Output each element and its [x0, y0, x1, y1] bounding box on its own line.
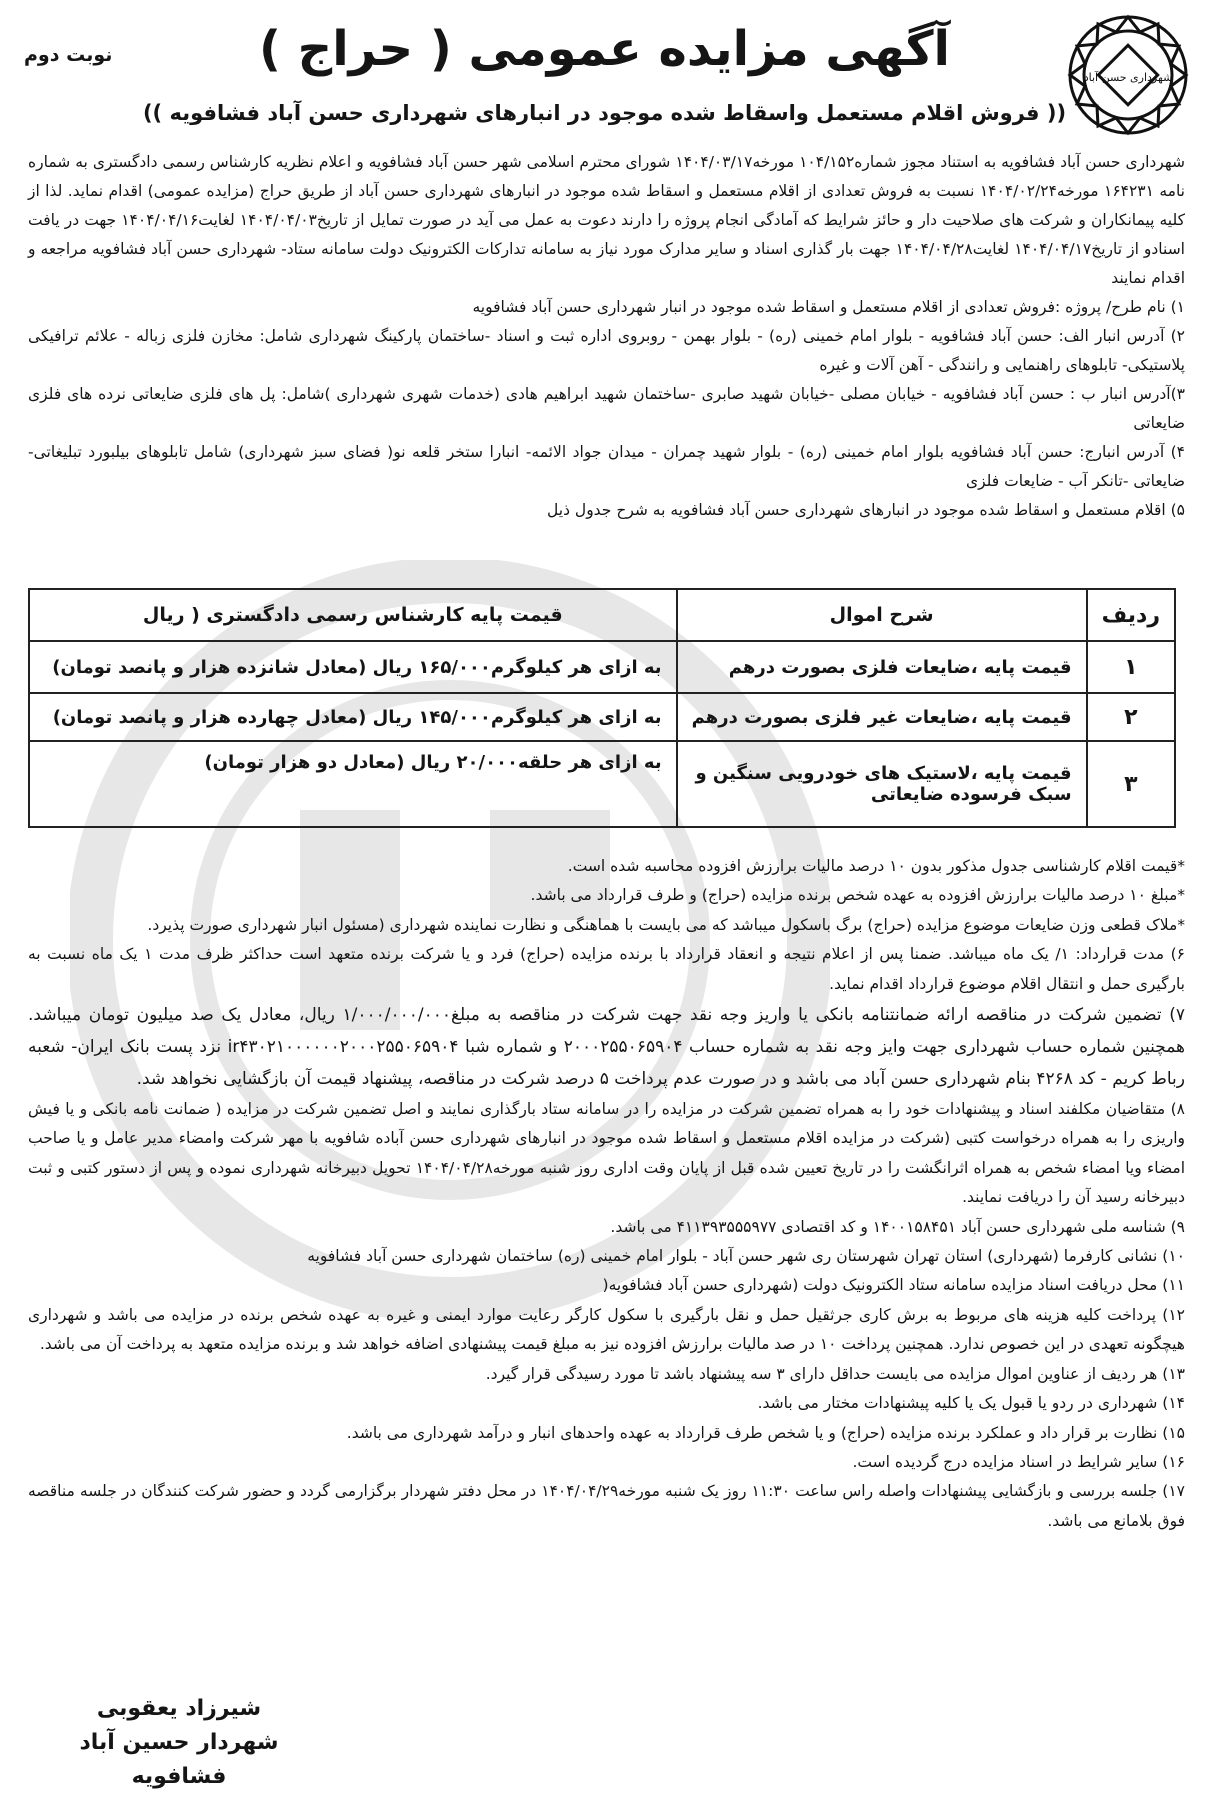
intro-item-5: ۵) اقلام مستعمل و اسقاط شده موجود در انبارهای شهرداری حسن آباد فشافویه به شرح جدول ذیل: [547, 501, 1185, 519]
condition-6: ۶) مدت قرارداد: ۱/ یک ماه میباشد. ضمنا پس از اعلام نتیجه و انعقاد قرارداد با برنده مزایده (حراج) فرد و یا شرکت برنده متعهد است حداکثر ظرف مدت ۱ یک ماه نسبت به بارگیری حمل و انتقال اقلام موضوع قرارداد اقدام نماید.: [28, 945, 1185, 993]
signatory-title: شهردار حسین آباد فشافویه: [79, 1730, 279, 1789]
row-number: ۱: [1087, 641, 1175, 693]
signatory-name: شیرزاد یعقوبی: [96, 1696, 262, 1721]
table-row: [29, 741, 1175, 827]
condition-13: ۱۳) هر ردیف از عناوین اموال مزایده می بایست حداقل دارای ۳ سه پیشنهاد باشد تا مورد رسیدگی قرار گیرد.: [485, 1364, 1185, 1383]
intro-paragraph: شهرداری حسن آباد فشافویه به استناد مجوز شماره۱۰۴/۱۵۲ مورخه۱۴۰۴/۰۳/۱۷ شورای محترم اسلامی شهر حسن آباد فشافویه و اعلام نظریه کارشناس رسمی دادگستری به شماره نامه ۱۶۴۲۳۱ مورخه۱۴۰۴/۰۲/۲۴ نسبت به فروش تعدادی از اقلام مستعمل و اسقاط شده موجود در انبارهای شهرداری حسن آباد از طریق حراج (مزایده عمومی) اقدام نماید. لذا از کلیه پیمانکاران و شرکت های صلاحیت دار و حائز شرایط که آمادگی انجام پروژه را دارند دعوت به عمل می آید در صورت تمایل از تاریخ۱۴۰۴/۰۴/۰۳ لغایت۱۴۰۴/۰۴/۱۶ جهت در یافت اسنادو از تاریخ۱۴۰۴/۰۴/۱۷ لغایت۱۴۰۴/۰۴/۲۸ جهت بار گذاری اسناد و سایر مدارک مورد نیاز به سامانه تدارکات الکترونیک دولت سامانه ستاد- شهرداری حسن آباد فشافویه مراجعه و اقدام نمایند: [28, 153, 1185, 287]
row-number: ۳: [1087, 741, 1175, 827]
row-number: ۲: [1087, 693, 1175, 741]
note-vat-excluded: *قیمت اقلام کارشناسی جدول مذکور بدون ۱۰ درصد مالیات برارزش افزوده محاسبه شده است.: [567, 857, 1185, 875]
table-header-row: [29, 589, 1175, 641]
notice-subtitle: (( فروش اقلام مستعمل واسقاط شده موجود در انبارهای شهرداری حسن آباد فشافویه )): [142, 101, 1067, 125]
condition-12: ۱۲) پرداخت کلیه هزینه های مربوط به برش کاری جرثقیل حمل و نقل بارگیری با سکول کارگر رعایت موارد ایمنی و غیره به عهده شخص برنده در مزایده می باشد و شهرداری هیچگونه تعهدی در این خصوص ندارد. همچنین پرداخت ۱۰ در صد مالیات برارزش افزوده نیز به مبلغ قیمت پیشنهادی اضافه خواهد شد و برنده مزایده متعهد به پرداخت آن می باشد.: [28, 1305, 1185, 1354]
condition-7: ۷) تضمین شرکت در مناقصه ارائه ضمانتنامه بانکی یا واریز وجه نقد جهت شرکت در مناقصه به مبلغ۱/۰۰۰/۰۰۰/۰۰۰ ریال، معادل یک صد میلیون تومان میباشد. همچنین شماره حساب شهرداری جهت وایز وجه نقد به شماره حساب ۲۰۰۰۲۵۵۰۶۵۹۰۴ و شماره شبا ir۴۳۰۲۱۰۰۰۰۰۰۲۰۰۰۲۵۵۰۶۵۹۰۴ نزد پست بانک ایران- شعبه رباط کریم - کد ۴۲۶۸ بنام شهرداری حسن آباد می باشد و در صورت عدم پرداخت ۵ درصد شرکت در مناقصه، پیشنهاد قیمت آن بازگشایی نخواهد شد.: [28, 1005, 1185, 1090]
condition-11: ۱۱) محل دریافت اسناد مزایده سامانه ستاد الکترونیک دولت (شهرداری حسن آباد فشافویه(: [602, 1276, 1185, 1295]
condition-14: ۱۴) شهرداری در ردو یا قبول یک یا کلیه پیشنهادات مختار می باشد.: [757, 1394, 1185, 1413]
note-vat-payer: *مبلغ ۱۰ درصد مالیات برارزش افزوده به عهده شخص برنده مزایده (حراج) و طرف قرارداد می باشد.: [530, 886, 1185, 905]
condition-10: ۱۰) نشانی کارفرما (شهرداری) استان تهران شهرستان ری شهر حسن آباد - بلوار امام خمینی (ره) ساختمان شهرداری حسن آباد فشافویه: [307, 1247, 1185, 1266]
intro-section: [28, 148, 1185, 525]
header-base-price: قیمت پایه کارشناس رسمی دادگستری ( ریال: [29, 589, 677, 641]
intro-item-4: ۴) آدرس انبارج: حسن آباد فشافویه بلوار امام خمینی (ره) - بلوار شهید چمران - میدان جواد الائمه- انبارا ستخر قلعه نو( فضای سبز شهرداری) شامل تابلوهای بیلبورد تبلیغاتی- ضایعاتی -تانکر آب - ضایعات فلزی: [28, 443, 1185, 490]
signature-block: [29, 1692, 329, 1794]
row-price: به ازای هر کیلوگرم۱۴۵/۰۰۰ ریال (معادل چهارده هزار و پانصد تومان): [29, 693, 677, 741]
logo-text: شهرداری حسن آباد: [1083, 71, 1173, 84]
condition-15: ۱۵) نظارت بر قرار داد و عملکرد برنده مزایده (حراج) و یا شخص طرف قرارداد به عهده واحدهای انبار و درآمد شهرداری می باشد.: [346, 1423, 1185, 1442]
header-description: شرح اموال: [677, 589, 1087, 641]
notice-title: آگهی مزایده عمومی ( حراج ): [258, 21, 950, 77]
conditions-section: [28, 852, 1185, 1536]
row-price: به ازای هر کیلوگرم۱۶۵/۰۰۰ ریال (معادل شانزده هزار و پانصد تومان): [29, 641, 677, 693]
row-description: قیمت پایه ،ضایعات غیر فلزی بصورت درهم: [677, 693, 1087, 741]
publication-round: نوبت دوم: [24, 44, 113, 66]
condition-9: ۹) شناسه ملی شهرداری حسن آباد ۱۴۰۰۱۵۸۴۵۱ و کد اقتصادی ۴۱۱۳۹۳۵۵۵۹۷۷ می باشد.: [610, 1217, 1185, 1236]
condition-16: ۱۶) سایر شرایط در اسناد مزایده درج گردیده است.: [852, 1452, 1185, 1471]
condition-17: ۱۷) جلسه بررسی و بازگشایی پیشنهادات واصله راس ساعت ۱۱:۳۰ روز یک شنبه مورخه۱۴۰۴/۰۴/۲۹ در محل دفتر شهردار برگزارمی گردد و حضور شرکت کنندگان در جلسه مناقصه فوق بلامانع می باشد.: [28, 1482, 1185, 1530]
table-row: [29, 641, 1175, 693]
row-description: قیمت پایه ،ضایعات فلزی بصورت درهم: [677, 641, 1087, 693]
condition-8: ۸) متقاضیان مکلفند اسناد و پیشنهادات خود را به همراه تضمین شرکت در مزایده را در سامانه ستاد بارگذاری نمایند و اصل تضمین شرکت در مزایده ( ضمانت نامه بانکی و یا فیش واریزی را به همراه درخواست کتبی (شرکت در مزایده اقلام مستعمل و اسقاط شده موجود در انبارهای شهرداری حسن آباده شافویه با مهر شرکت وامضاء مدیر عامل و یا صاحب امضاء ویا امضاء شخص به همراه اثرانگشت را در تاریخ تعیین شده قبل از پایان وقت اداری روز شنبه مورخه۱۴۰۴/۰۴/۲۸ تحویل دبیرخانه شهرداری نموده و پس از دستور کتبی و ثبت دبیرخانه رسید آن را دریافت نمایند.: [28, 1100, 1186, 1207]
items-table: [28, 588, 1176, 828]
intro-item-3: ۳)آدرس انبار ب : حسن آباد فشافویه - خیابان مصلی -خیابان شهید صابری -ساختمان شهید ابراهیم هادی (خدمات شهری شهرداری )شامل: پل های فلزی ضایعاتی نرده های فلزی ضایعاتی: [28, 385, 1185, 432]
row-description: قیمت پایه ،لاستیک های خودرویی سنگین و سبک فرسوده ضایعاتی: [677, 741, 1087, 827]
table-row: [29, 693, 1175, 741]
note-weighbridge: *ملاک قطعی وزن ضایعات موضوع مزایده (حراج) برگ باسکول میباشد که می بایست با هماهنگی و نظارت نماینده شهرداری (مسئول انبار شهرداری صورت پذیرد.: [147, 915, 1185, 934]
header-row-number: ردیف: [1087, 589, 1175, 641]
row-price: به ازای هر حلقه۲۰/۰۰۰ ریال (معادل دو هزار تومان): [29, 741, 677, 827]
intro-item-1: ۱) نام طرح/ پروژه :فروش تعدادی از اقلام مستعمل و اسقاط شده موجود در انبار شهرداری حسن آباد فشافویه: [472, 298, 1185, 316]
intro-item-2: ۲) آدرس انبار الف: حسن آباد فشافویه - بلوار امام خمینی (ره) - بلوار بهمن - روبروی اداره ثبت و اسناد -ساختمان پارکینگ شهرداری شامل: مخازن فلزی زباله - علائم ترافیکی پلاستیکی- تابلوهای راهنمایی و رانندگی - آهن آلات و غیره: [28, 327, 1185, 374]
